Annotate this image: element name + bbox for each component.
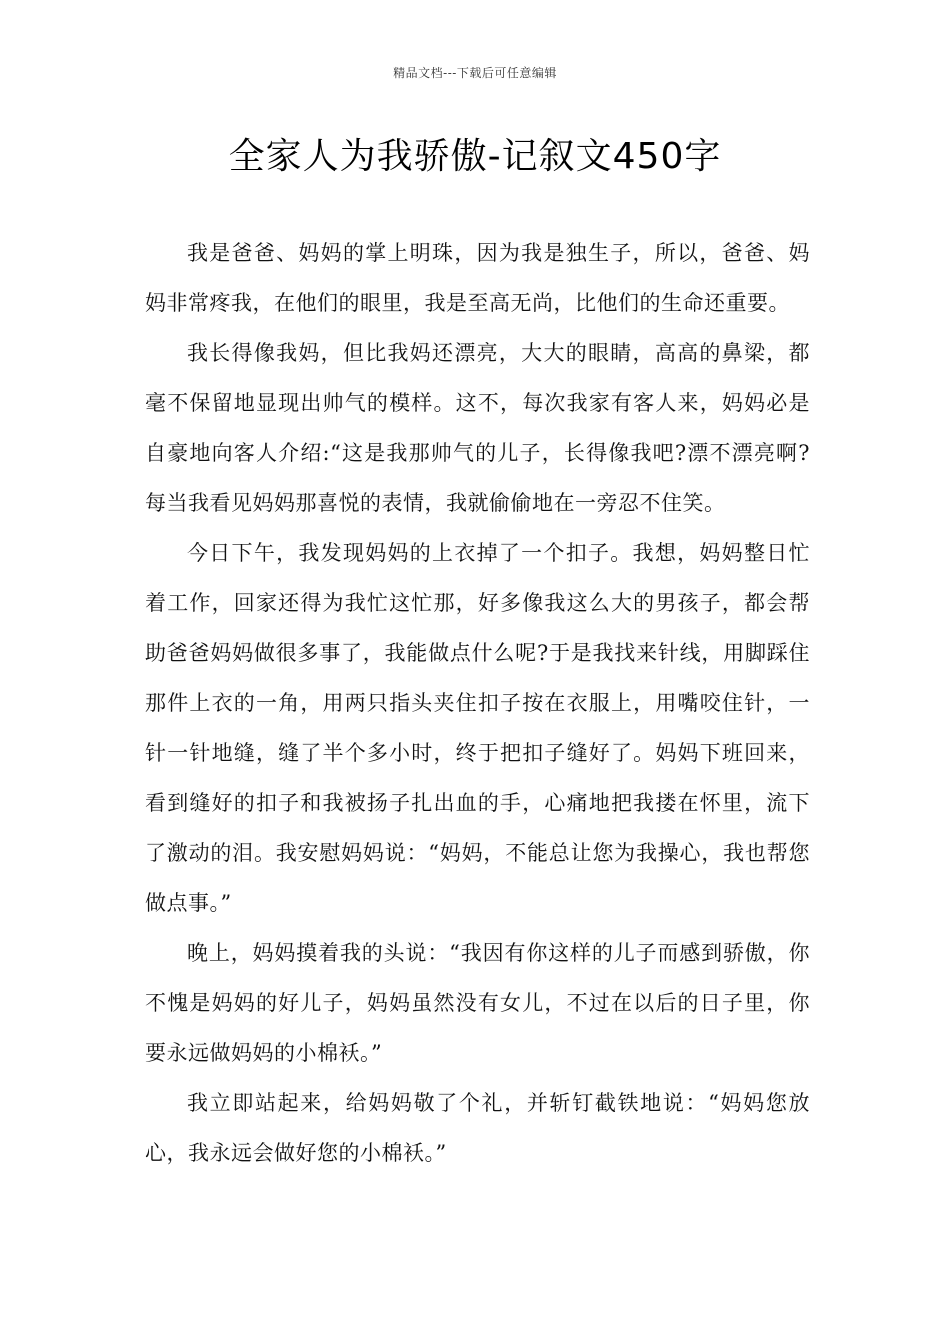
- header-note: 精品文档---下载后可任意编辑: [393, 66, 557, 80]
- paragraph: 晚上，妈妈摸着我的头说：“我因有你这样的儿子而感到骄傲，你不愧是妈妈的好儿子，妈妈虽然没有女儿，不过在以后的日子里，你要永远做妈妈的小棉袄。”: [145, 941, 810, 1065]
- document-body: [145, 228, 810, 1178]
- paragraph: 我立即站起来，给妈妈敬了个礼，并斩钉截铁地说：“妈妈您放心，我永远会做好您的小棉袄。”: [145, 1091, 810, 1165]
- paragraph: 今日下午，我发现妈妈的上衣掉了一个扣子。我想，妈妈整日忙着工作，回家还得为我忙这忙那，好多像我这么大的男孩子，都会帮助爸爸妈妈做很多事了，我能做点什么呢?于是我找来针线，用脚踩住那件上衣的一角，用两只指头夹住扣子按在衣服上，用嘴咬住针，一针一针地缝，缝了半个多小时，终于把扣子缝好了。妈妈下班回来，看到缝好的扣子和我被扬子扎出血的手，心痛地把我搂在怀里，流下了激动的泪。我安慰妈妈说：“妈妈，不能总让您为我操心，我也帮您做点事。”: [145, 541, 810, 915]
- paragraph: 我长得像我妈，但比我妈还漂亮，大大的眼睛，高高的鼻梁，都毫不保留地显现出帅气的模样。这不，每次我家有客人来，妈妈必是自豪地向客人介绍:“这是我那帅气的儿子，长得像我吧?漂不漂亮啊?每当我看见妈妈那喜悦的表情，我就偷偷地在一旁忍不住笑。: [145, 341, 810, 515]
- paragraph: 我是爸爸、妈妈的掌上明珠，因为我是独生子，所以，爸爸、妈妈非常疼我，在他们的眼里，我是至高无尚，比他们的生命还重要。: [145, 241, 810, 315]
- document-title: 全家人为我骄傲-记叙文450字: [228, 136, 722, 177]
